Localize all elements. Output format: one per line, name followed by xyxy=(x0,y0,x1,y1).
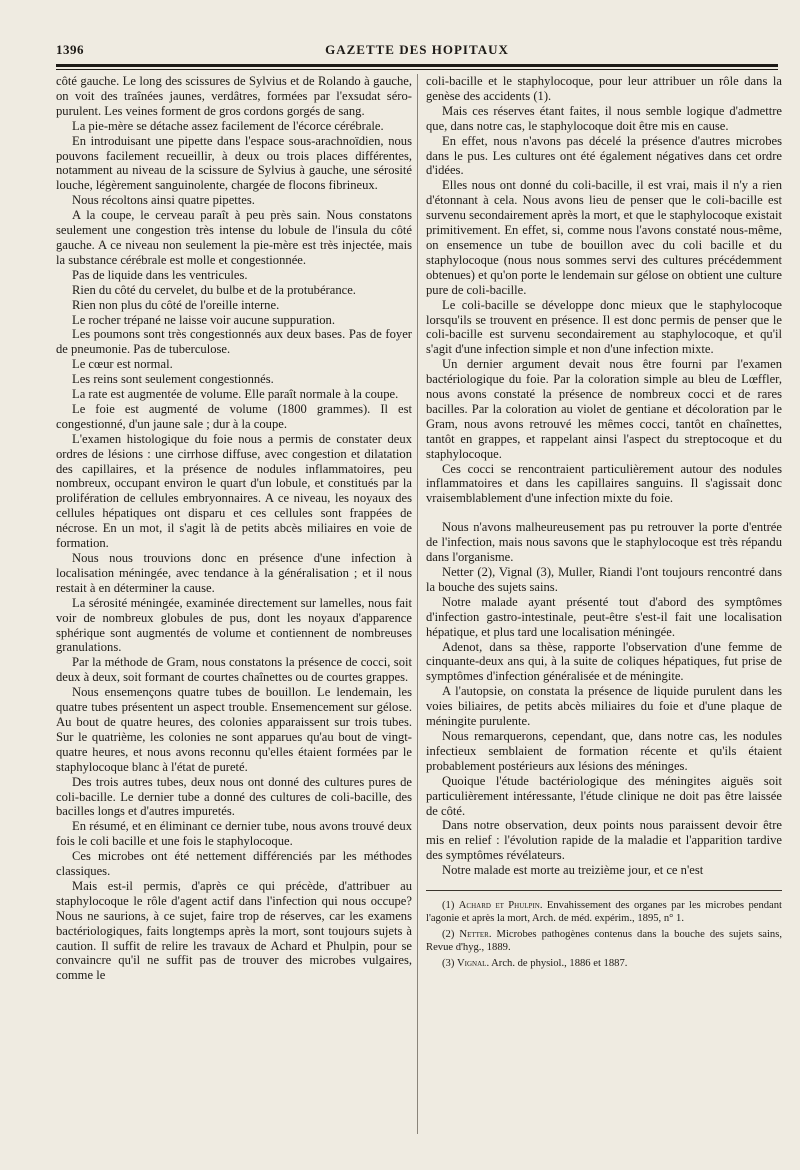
paragraph: La sérosité méningée, examinée directement sur lamelles, nous fait voir de nombreux globules de pus, dont les noyaux d'apparence sphérique sont augmentés de volume et contiennent de nombreuses granulations. xyxy=(56,595,412,655)
paragraph: Le coli-bacille se développe donc mieux que le staphylocoque lorsqu'ils se trouvent en présence. Il est donc permis de penser que le coli-bacille est survenu secondairement au staphylocoque, et qu'il s'agit d'une infection simple et non d'une infection mixte. xyxy=(426,297,782,357)
paragraph: Mais ces réserves étant faites, il nous semble logique d'admettre que, dans notre cas, le staphylocoque doit être mis en cause. xyxy=(426,103,782,133)
paragraph: Le foie est augmenté de volume (1800 grammes). Il est congestionné, d'un jaune sale ; dur à la coupe. xyxy=(56,401,412,431)
paragraph: Notre malade ayant présenté tout d'abord des symptômes d'infection gastro-intestinale, peut-être s'est-il fait une localisation hépatique, et plus tard une localisation méningée. xyxy=(426,594,782,639)
footnote-rule xyxy=(426,890,782,891)
footnote xyxy=(426,899,782,925)
page-number: 1396 xyxy=(56,42,84,57)
paragraph: coli-bacille et le staphylocoque, pour leur attribuer un rôle dans la genèse des accidents (1). xyxy=(426,74,782,103)
paragraph: Mais est-il permis, d'après ce qui précède, d'attribuer au staphylocoque le rôle d'agent actif dans l'infection qui nous occupe? Nous ne saurions, à ce sujet, faire trop de réserves, car les examens bactériologiques, faits longtemps après la mort, sont toujours sujets à caution. Il suffit de relire les travaux de Achard et Phulpin, pour se convaincre qu'il ne suffit pas de trouver des microbes vulgaires, comme le xyxy=(56,878,412,983)
footnote-number: (1) xyxy=(442,900,455,912)
paragraph: Rien non plus du côté de l'oreille interne. xyxy=(72,297,280,312)
paragraph: Ces cocci se rencontraient particulièrement autour des nodules inflammatoires et dans les capillaires sanguins. Il s'agissait donc vraisemblablement d'une infection mixte du foie. xyxy=(426,461,782,506)
paragraph: L'examen histologique du foie nous a permis de constater deux ordres de lésions : une cirrhose diffuse, avec congestion et dilatation des capillaires, et la présence de nodules inflammatoires, peu nombreux, occupant environ le quart d'un lobule, et constitués par la prolifération de cellules embryonnaires. A ce niveau, les noyaux des cellules hépatiques ont disparu et ces cellules sont frappées de nécrose. En un mot, il s'agit là de petits abcès miliaires en voie de formation. xyxy=(56,431,412,551)
footnote-text: Microbes pathogènes contenus dans la bouche des sujets sains, Revue d'hyg., 1889. xyxy=(426,929,783,954)
footnote-author: Vignal. xyxy=(457,958,490,970)
paragraph: Les reins sont seulement congestionnés. xyxy=(72,372,274,387)
paragraph: La pie-mère se détache assez facilement de l'écorce cérébrale. xyxy=(72,118,384,133)
page-header xyxy=(56,40,778,62)
paragraph: En résumé, et en éliminant ce dernier tube, nous avons trouvé deux fois le coli bacille et une fois le staphylocoque. xyxy=(56,819,412,849)
paragraph: Elles nous ont donné du coli-bacille, il est vrai, mais il n'y a rien d'étonnant à cela. Nous avons lieu de penser que le coli-bacille est survenu secondairement après la mort, et que le staphylocoque existait primitivement. En effet, si, comme nous l'avons constaté nous-même, on ensemence un tube de bouillon avec du coli bacille et du staphylocoque (nous nous sommes servi des cultures précédemment obtenues) et qu'on porte le lendemain sur gélose on obtient une culture pure de coli-bacille. xyxy=(426,178,782,297)
paragraph: Nous remarquerons, cependant, que, dans notre cas, les nodules infectieux semblaient de formation récente et qu'ils étaient probablement postérieurs aux lésions des méninges. xyxy=(426,728,782,773)
footnote xyxy=(426,957,782,970)
paragraph: Un dernier argument devait nous être fourni par l'examen bactériologique du foie. Par la coloration simple au bleu de Lœffler, nous avons constaté la présence de nombreux cocci et de rares bacilles. Par la coloration au violet de gentiane et décoloration par le Gram, nous avons retrouvé les mêmes cocci, tantôt en chaînettes, tantôt en grappes, et rappelant ainsi l'aspect du streptocoque et du staphylocoque. xyxy=(426,357,782,461)
paragraph: côté gauche. Le long des scissures de Sylvius et de Rolando à gauche, on voit des traînées jaunes, verdâtres, formées par l'exsudat séro-purulent. Les veines forment de gros cordons gorgés de sang. xyxy=(56,74,412,118)
column-divider xyxy=(417,74,418,1134)
paragraph: Par la méthode de Gram, nous constatons la présence de cocci, soit deux à deux, soit formant de courtes chaînettes ou de courtes grappes. xyxy=(56,655,412,685)
paragraph: Nous ensemençons quatre tubes de bouillon. Le lendemain, les quatre tubes présentent un aspect trouble. Ensemencement sur gélose. Au bout de quatre heures, des colonies apparaissent sur trois tubes. Sur le quatrième, les colonies ne sont apparues qu'au bout de vingt-quatre heures, et nous avons reconnu qu'elles étaient formées par le staphylocoque blanc à l'état de pureté. xyxy=(56,685,412,774)
paragraph: A l'autopsie, on constata la présence de liquide purulent dans les voies biliaires, de petits abcès miliaires du foie et d'une plaque de méningite purulente. xyxy=(426,684,782,729)
footnote-author: Netter. xyxy=(459,929,492,941)
footnote-text: Envahissement des organes par les microbes pendant l'agonie et après la mort, Arch. de méd. expérim., 1895, n° 1. xyxy=(426,900,782,925)
paragraph: Dans notre observation, deux points nous paraissent devoir être mis en relief : l'évolution rapide de la maladie et l'apparition tardive des symptômes révélateurs. xyxy=(426,818,782,863)
paragraph: Des trois autres tubes, deux nous ont donné des cultures pures de coli-bacille. Le dernier tube a donné des cultures de coli-bacille, des bacilles longs et d'autres impuretés. xyxy=(56,774,412,819)
footnote-number: (2) xyxy=(442,929,455,941)
paragraph: En effet, nous n'avons pas décelé la présence d'autres microbes dans le pus. Les cultures ont été également négatives dans cet ordre d'idées. xyxy=(426,133,782,178)
paragraph: Nous n'avons malheureusement pas pu retrouver la porte d'entrée de l'infection, mais nous savons que le staphylocoque est très répandu dans l'organisme. xyxy=(426,520,782,565)
paragraph: Pas de liquide dans les ventricules. xyxy=(72,267,248,282)
paragraph: En introduisant une pipette dans l'espace sous-arachnoïdien, nous pouvons facilement recueillir, à deux ou trois places différentes, notamment au niveau de la scissure de Sylvius à gauche, une sérosité louche, légèrement sanguinolente, chargée de flocons fibrineux. xyxy=(56,133,412,193)
paragraph: Le rocher trépané ne laisse voir aucune suppuration. xyxy=(72,312,335,327)
footnote-number: (3) xyxy=(442,958,455,970)
paragraph: La rate est augmentée de volume. Elle paraît normale à la coupe. xyxy=(72,387,399,402)
left-column xyxy=(56,74,412,983)
paragraph: Quoique l'étude bactériologique des méningites aiguës soit particulièrement intéressante, l'étude clinique ne doit pas être laissée de côté. xyxy=(426,773,782,818)
header-rule-thin xyxy=(56,69,778,70)
journal-title: GAZETTE DES HOPITAUX xyxy=(325,42,509,57)
paragraph: Notre malade est morte au treizième jour, et ce n'est xyxy=(442,863,704,878)
paragraph: Les poumons sont très congestionnés aux deux bases. Pas de foyer de pneumonie. Pas de tuberculose. xyxy=(56,327,412,357)
paragraph: Nous nous trouvions donc en présence d'une infection à localisation méningée, avec tendance à la généralisation ; et il nous restait à en déterminer la cause. xyxy=(56,551,412,595)
paragraph: Ces microbes ont été nettement différenciés par les méthodes classiques. xyxy=(56,849,412,879)
footnote-author: Achard et Phulpin. xyxy=(458,900,543,912)
paragraph: Rien du côté du cervelet, du bulbe et de la protubérance. xyxy=(72,282,356,297)
footnote-text: Arch. de physiol., 1886 et 1887. xyxy=(489,958,628,970)
paragraph: Netter (2), Vignal (3), Muller, Riandi l'ont toujours rencontré dans la bouche des sujets sains. xyxy=(426,565,782,594)
right-column xyxy=(426,74,782,973)
paragraph: A la coupe, le cerveau paraît à peu près sain. Nous constatons seulement une congestion très intense du lobule de l'insula du côté gauche. A ce niveau non seulement la pie-mère est très injectée, mais la substance cérébrale est molle et congestionnée. xyxy=(56,208,412,267)
paragraph: Le cœur est normal. xyxy=(72,357,173,372)
header-rule-thick xyxy=(56,64,778,67)
footnote xyxy=(426,928,782,954)
paragraph: Nous récoltons ainsi quatre pipettes. xyxy=(72,193,255,208)
paragraph: Adenot, dans sa thèse, rapporte l'observation d'une femme de cinquante-deux ans qui, à la suite de coliques hépatiques, fut prise de symptômes d'infection généralisée et de méningite. xyxy=(426,639,782,684)
